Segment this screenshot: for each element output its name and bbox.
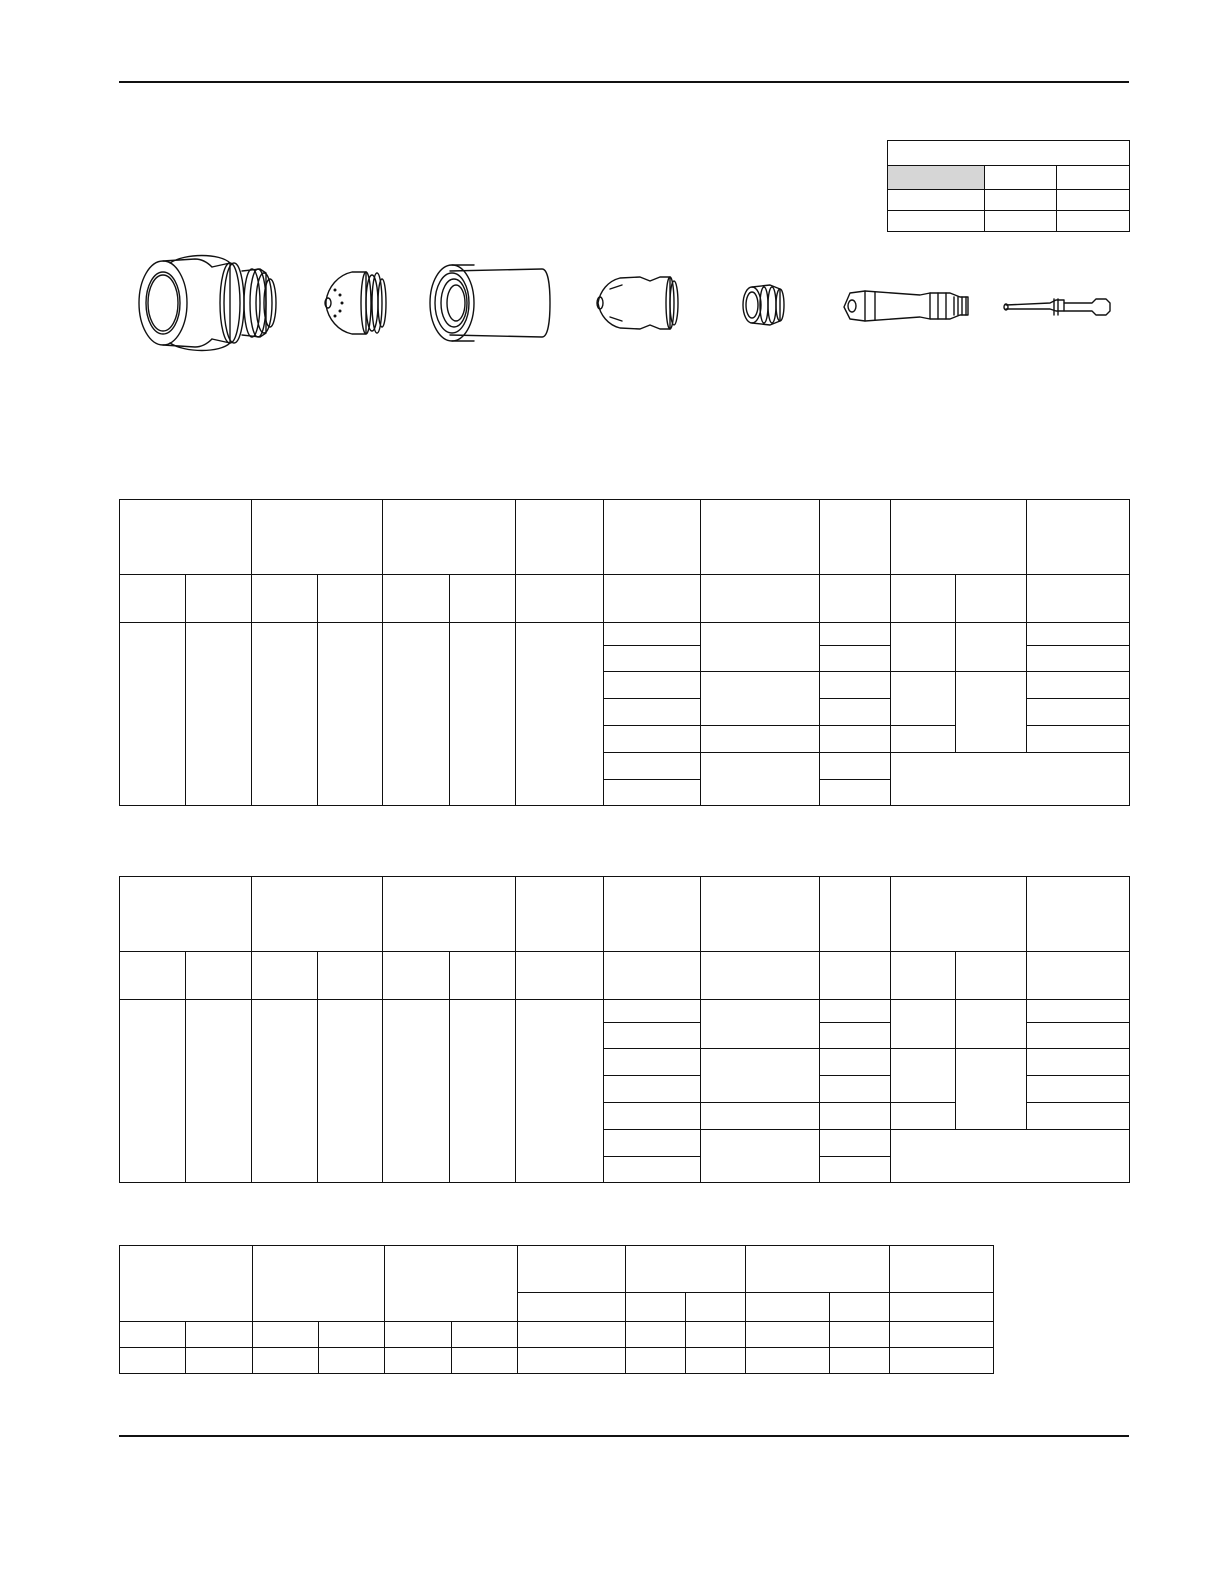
table-cell [820, 623, 891, 646]
column-subheader [701, 952, 820, 1000]
column-subheader [956, 575, 1027, 623]
cut-chart-table [119, 1245, 994, 1374]
cut-chart-table [119, 876, 1130, 1183]
table-cell [604, 672, 701, 699]
table-cell [604, 1023, 701, 1049]
column-subheader [746, 1293, 830, 1322]
header-rule [119, 81, 1129, 83]
column-header [385, 1246, 518, 1322]
column-subheader [820, 952, 891, 1000]
table-cell [252, 623, 318, 806]
table-cell [452, 1348, 518, 1374]
column-subheader [1027, 575, 1130, 623]
table-cell [604, 726, 701, 753]
column-header [626, 1246, 746, 1293]
table-cell [891, 1049, 956, 1103]
table-cell [604, 1076, 701, 1103]
column-subheader [604, 575, 701, 623]
table-cell [385, 1322, 452, 1348]
column-header [701, 500, 820, 575]
column-header [518, 1246, 626, 1293]
table-cell [186, 623, 252, 806]
table-cell [604, 1049, 701, 1076]
column-header [746, 1246, 890, 1293]
column-header [1027, 500, 1130, 575]
table-cell [820, 780, 891, 806]
table-cell [604, 646, 701, 672]
table-cell [701, 623, 820, 672]
table-cell [604, 699, 701, 726]
table-cell [1027, 646, 1130, 672]
table-cell [1027, 672, 1130, 699]
column-header [820, 500, 891, 575]
table-cell [120, 1348, 186, 1374]
table-cell [956, 1000, 1027, 1049]
legend-cell [1057, 190, 1130, 211]
table-cell [701, 1130, 820, 1183]
table-cell [604, 1103, 701, 1130]
column-subheader [318, 952, 383, 1000]
table-cell [516, 623, 604, 806]
table-cell [820, 1000, 891, 1023]
table-row [120, 623, 1130, 646]
table-cell [626, 1322, 686, 1348]
column-header [516, 877, 604, 952]
column-subheader [604, 952, 701, 1000]
table-cell [746, 1322, 830, 1348]
table-cell [186, 1348, 253, 1374]
table-cell [891, 1000, 956, 1049]
table-cell [120, 623, 186, 806]
table-cell [604, 623, 701, 646]
table-cell [253, 1322, 319, 1348]
table-cell [830, 1348, 890, 1374]
table-cell [746, 1348, 830, 1374]
water-tube-icon [1004, 299, 1110, 315]
table-cell [516, 1000, 604, 1183]
column-header [891, 877, 1027, 952]
table-cell [820, 726, 891, 753]
column-header [891, 500, 1027, 575]
table-cell [820, 753, 891, 780]
legend-cell [888, 190, 985, 211]
column-subheader [890, 1293, 994, 1322]
table-cell [252, 1000, 318, 1183]
column-header [383, 500, 516, 575]
table-cell [318, 623, 383, 806]
table-cell [891, 726, 956, 753]
table-cell [1027, 726, 1130, 753]
column-subheader [518, 1293, 626, 1322]
table-cell [1027, 1000, 1130, 1023]
table-cell [820, 1103, 891, 1130]
footer-rule [119, 1435, 1129, 1437]
column-subheader [820, 575, 891, 623]
legend-table [887, 140, 1130, 232]
table-cell [318, 1000, 383, 1183]
column-header [820, 877, 891, 952]
table-cell [450, 1000, 516, 1183]
table-cell [820, 1076, 891, 1103]
table-cell [890, 1348, 994, 1374]
column-subheader [120, 575, 186, 623]
column-subheader [956, 952, 1027, 1000]
table-cell [253, 1348, 319, 1374]
column-subheader [516, 575, 604, 623]
table-cell [701, 1103, 820, 1130]
column-header [120, 1246, 253, 1322]
table-cell [383, 1000, 450, 1183]
consumables-illustration [130, 245, 1130, 370]
column-subheader [891, 575, 956, 623]
table-cell [891, 1103, 956, 1130]
column-header [604, 877, 701, 952]
table-cell [604, 780, 701, 806]
column-subheader [891, 952, 956, 1000]
table-cell [1027, 1049, 1130, 1076]
table-cell [891, 672, 956, 726]
cut-chart-table [119, 499, 1130, 806]
legend-title [888, 141, 1130, 166]
column-header [252, 500, 383, 575]
legend-col-header [1057, 166, 1130, 190]
table-cell [701, 672, 820, 726]
table-cell [518, 1348, 626, 1374]
table-cell [701, 726, 820, 753]
table-cell [626, 1348, 686, 1374]
table-cell [891, 1130, 1130, 1183]
column-subheader [252, 575, 318, 623]
legend-cell [1057, 211, 1130, 232]
table-cell [820, 1023, 891, 1049]
column-header [701, 877, 820, 952]
legend-cell [985, 190, 1057, 211]
column-subheader [701, 575, 820, 623]
table-cell [686, 1348, 746, 1374]
table-cell [830, 1322, 890, 1348]
table-cell [385, 1348, 452, 1374]
legend-cell [985, 211, 1057, 232]
swirl-ring-icon [743, 285, 784, 325]
table-cell [120, 1322, 186, 1348]
column-header [252, 877, 383, 952]
column-header [1027, 877, 1130, 952]
table-cell [186, 1322, 253, 1348]
table-cell [1027, 1023, 1130, 1049]
table-cell [891, 753, 1130, 806]
retaining-cap-icon [139, 256, 276, 351]
column-header [120, 877, 252, 952]
table-cell [450, 623, 516, 806]
table-cell [518, 1322, 626, 1348]
table-cell [890, 1322, 994, 1348]
nozzle-icon [597, 277, 678, 329]
column-subheader [516, 952, 604, 1000]
table-cell [891, 623, 956, 672]
column-subheader [1027, 952, 1130, 1000]
legend-col-header [985, 166, 1057, 190]
column-subheader [383, 575, 450, 623]
table-cell [820, 646, 891, 672]
table-row [120, 1322, 994, 1348]
table-cell [604, 1130, 701, 1157]
table-cell [604, 753, 701, 780]
column-subheader [830, 1293, 890, 1322]
column-header [516, 500, 604, 575]
column-subheader [186, 952, 252, 1000]
table-cell [956, 1049, 1027, 1130]
table-cell [956, 672, 1027, 753]
column-header [120, 500, 252, 575]
legend-col-header [888, 166, 985, 190]
column-subheader [120, 952, 186, 1000]
column-subheader [318, 575, 383, 623]
column-header [890, 1246, 994, 1293]
table-cell [319, 1348, 385, 1374]
column-subheader [186, 575, 252, 623]
table-cell [701, 753, 820, 806]
table-cell [956, 623, 1027, 672]
table-cell [820, 672, 891, 699]
column-subheader [450, 575, 516, 623]
column-subheader [450, 952, 516, 1000]
table-cell [686, 1322, 746, 1348]
table-cell [604, 1000, 701, 1023]
column-subheader [252, 952, 318, 1000]
electrode-icon [844, 291, 968, 321]
column-subheader [686, 1293, 746, 1322]
column-header [604, 500, 701, 575]
table-cell [820, 1157, 891, 1183]
shield-icon [325, 272, 386, 334]
table-cell [186, 1000, 252, 1183]
table-cell [1027, 699, 1130, 726]
column-header [253, 1246, 385, 1322]
table-cell [820, 1049, 891, 1076]
table-cell [120, 1000, 186, 1183]
table-cell [319, 1322, 385, 1348]
table-cell [452, 1322, 518, 1348]
table-row [120, 1000, 1130, 1023]
table-cell [820, 699, 891, 726]
table-cell [1027, 1076, 1130, 1103]
table-cell [820, 1130, 891, 1157]
table-cell [701, 1000, 820, 1049]
table-cell [701, 1049, 820, 1103]
table-cell [383, 623, 450, 806]
table-cell [1027, 1103, 1130, 1130]
column-header [383, 877, 516, 952]
legend-cell [888, 211, 985, 232]
table-row [120, 1348, 994, 1374]
table-cell [1027, 623, 1130, 646]
column-subheader [626, 1293, 686, 1322]
table-cell [604, 1157, 701, 1183]
retaining-sleeve-icon [430, 265, 550, 341]
column-subheader [383, 952, 450, 1000]
